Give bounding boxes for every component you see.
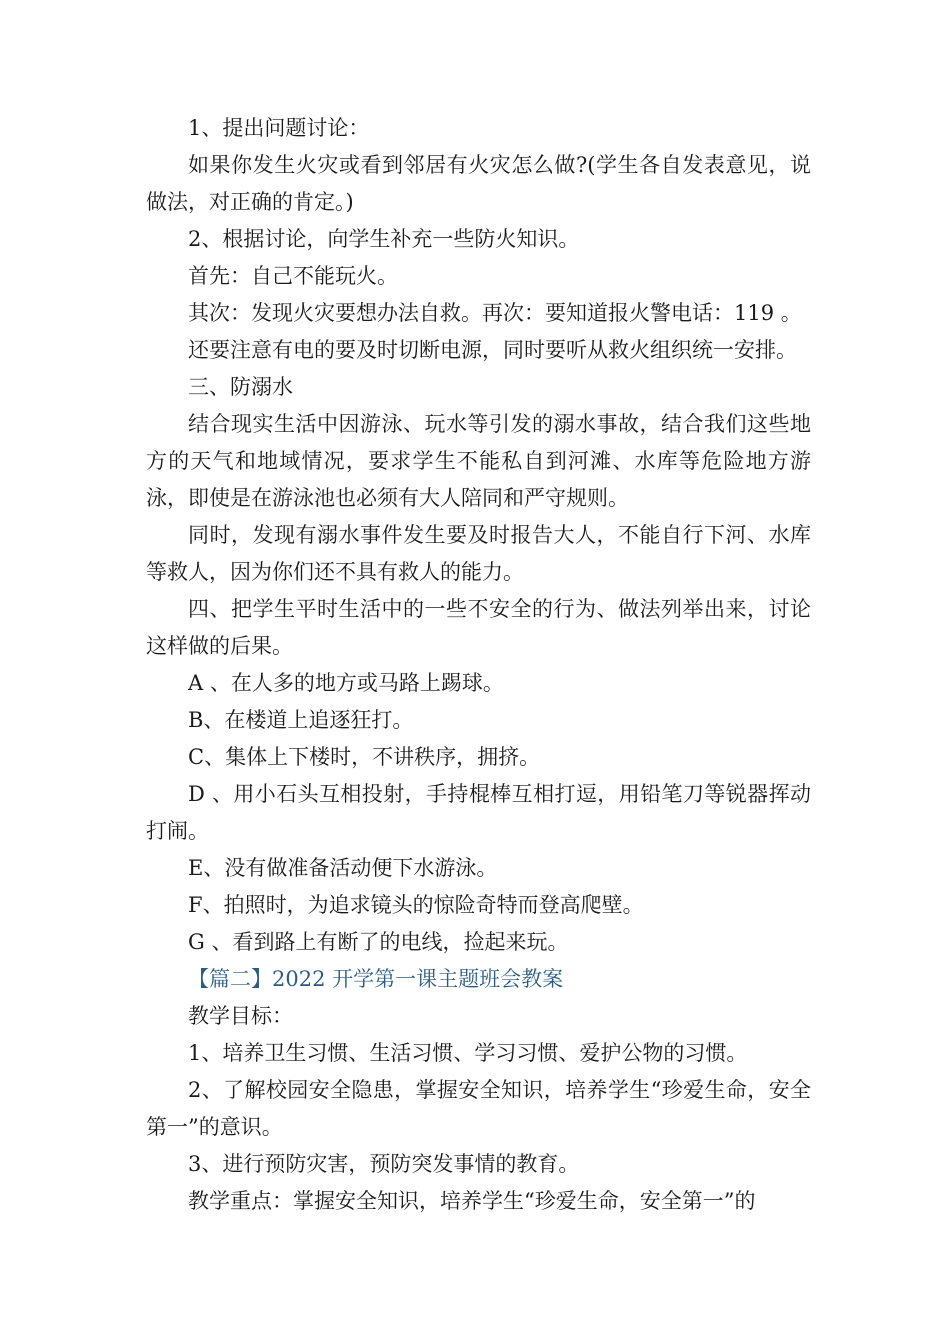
paragraph: 教学目标：: [188, 1004, 293, 1028]
paragraph: 2、了解校园安全隐患，掌握安全知识，培养学生“珍爱生命，安全第一”的意识。: [146, 1078, 811, 1139]
list-item: F、拍照时，为追求镜头的惊险奇特而登高爬壁。: [188, 893, 644, 917]
list-item: B、在楼道上追逐狂打。: [188, 708, 414, 732]
paragraph: 还要注意有电的要及时切断电源，同时要听从救火组织统一安排。: [188, 338, 797, 362]
section-heading: 【篇二】2022 开学第一课主题班会教案: [188, 967, 564, 991]
paragraph: 首先：自己不能玩火。: [188, 264, 398, 288]
list-item: A 、在人多的地方或马路上踢球。: [188, 671, 504, 695]
paragraph: 其次：发现火灾要想办法自救。再次：要知道报火警电话：119 。: [188, 301, 802, 325]
paragraph: 结合现实生活中因游泳、玩水等引发的溺水事故，结合我们这些地方的天气和地域情况，要求学生不能私自到河滩、水库等危险地方游泳，即使是在游泳池也必须有大人陪同和严守规则。: [146, 412, 811, 510]
list-item: D 、用小石头互相投射，手持棍棒互相打逗，用铅笔刀等锐器挥动打闹。: [146, 782, 811, 843]
paragraph: 四、把学生平时生活中的一些不安全的行为、做法列举出来，讨论这样做的后果。: [146, 597, 811, 658]
section-title: 三、防溺水: [188, 375, 293, 399]
list-item: C、集体上下楼时，不讲秩序，拥挤。: [188, 745, 541, 769]
list-item: E、没有做准备活动便下水游泳。: [188, 856, 498, 880]
paragraph: 同时，发现有溺水事件发生要及时报告大人，不能自行下河、水库等救人，因为你们还不具有救人的能力。: [146, 523, 811, 584]
paragraph: 1、提出问题讨论：: [188, 116, 370, 140]
paragraph: 教学重点：掌握安全知识，培养学生“珍爱生命，安全第一”的: [188, 1189, 756, 1213]
paragraph: 如果你发生火灾或看到邻居有火灾怎么做?(学生各自发表意见，说做法，对正确的肯定。): [146, 153, 811, 214]
document-body: [146, 110, 811, 1220]
paragraph: 3、进行预防灾害，预防突发事情的教育。: [188, 1152, 580, 1176]
paragraph: 2、根据讨论，向学生补充一些防火知识。: [188, 227, 580, 251]
paragraph: 1、培养卫生习惯、生活习惯、学习习惯、爱护公物的习惯。: [188, 1041, 748, 1065]
list-item: G 、看到路上有断了的电线，捡起来玩。: [188, 930, 569, 954]
